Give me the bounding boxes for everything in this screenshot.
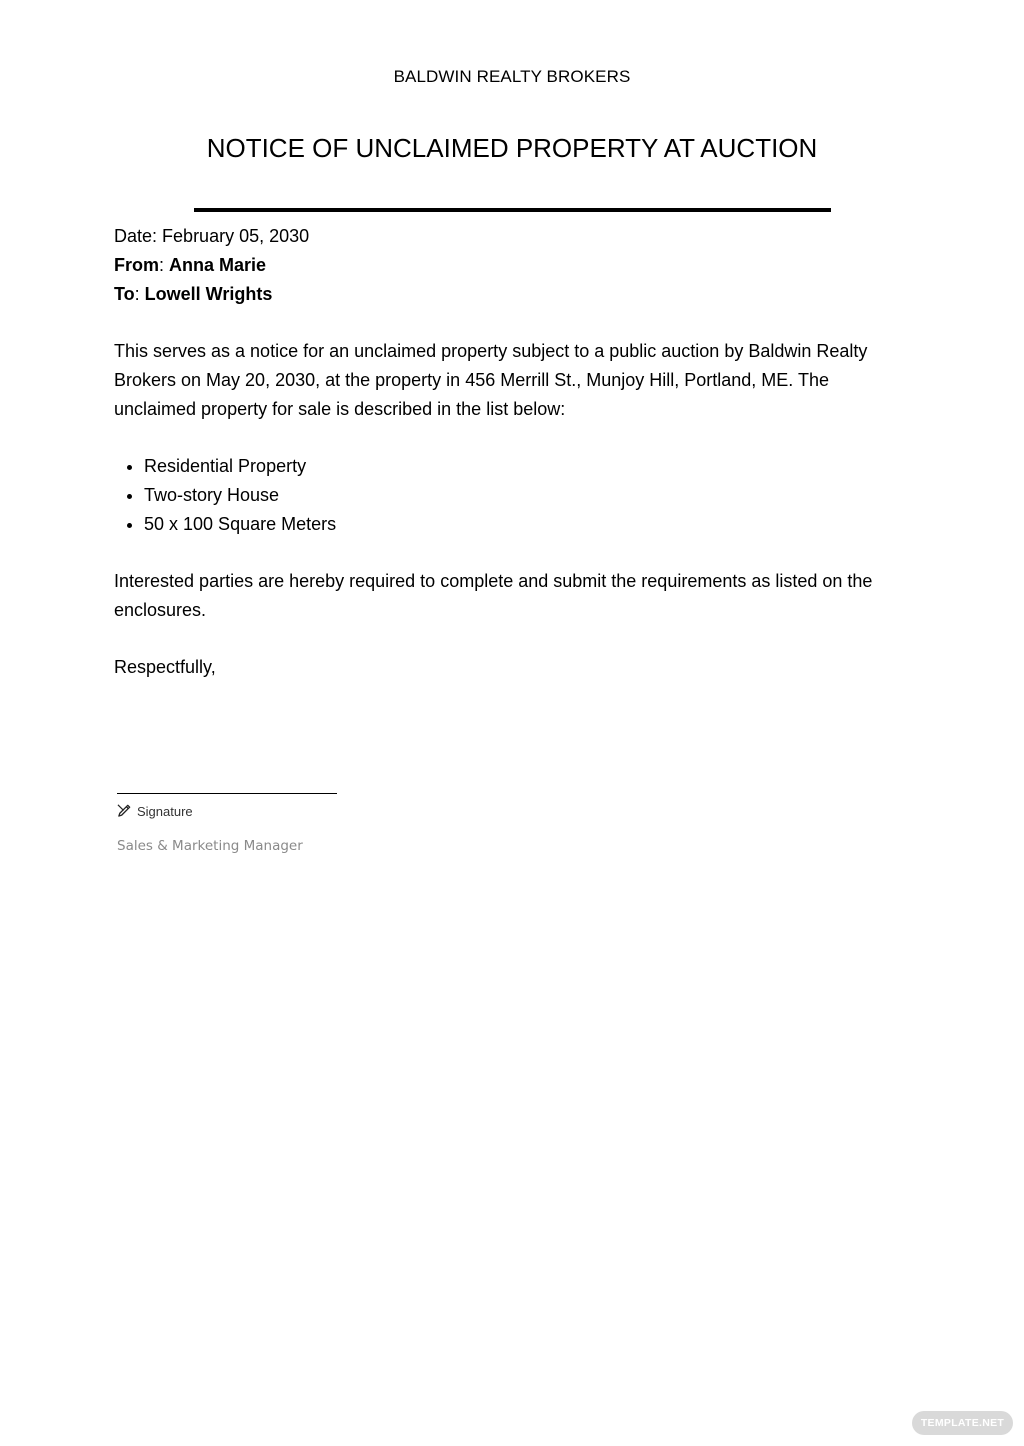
date-label: Date: (114, 226, 158, 246)
watermark-badge[interactable]: TEMPLATE.NET (912, 1411, 1013, 1435)
property-list (114, 452, 336, 539)
document-title: NOTICE OF UNCLAIMED PROPERTY AT AUCTION (206, 133, 818, 163)
from-value: Anna Marie (169, 255, 267, 275)
pen-icon (117, 802, 132, 820)
to-value: Lowell Wrights (144, 284, 273, 304)
title-divider (194, 208, 831, 212)
from-line: From: Anna Marie (114, 255, 267, 275)
to-line: To: Lowell Wrights (114, 284, 273, 304)
to-label: To (114, 284, 135, 304)
signature-label-row (117, 802, 193, 820)
closing: Respectfully, (114, 657, 216, 677)
signatory-role: Sales & Marketing Manager (117, 838, 303, 854)
list-item: • Residential Property (144, 452, 336, 481)
date-value: February 05, 2030 (162, 226, 310, 246)
date-line (114, 222, 309, 251)
signature-line (117, 793, 337, 794)
list-item: • Two-story House (144, 481, 336, 510)
from-label: From (114, 255, 159, 275)
requirements-paragraph: Interested parties are hereby required to complete and submit the requirements as listed on the enclosures. (114, 571, 873, 620)
intro-paragraph: This serves as a notice for an unclaimed property subject to a public auction by Baldwin Realty Brokers on May 20, 2030, at the property in 456 Merrill St., Munjoy Hill, Portland, ME. The unclaimed property for sale is described in the list below: (114, 341, 868, 419)
company-name: BALDWIN REALTY BROKERS (393, 67, 631, 86)
signature-label: Signature (137, 803, 193, 819)
list-item: • 50 x 100 Square Meters (144, 510, 336, 539)
